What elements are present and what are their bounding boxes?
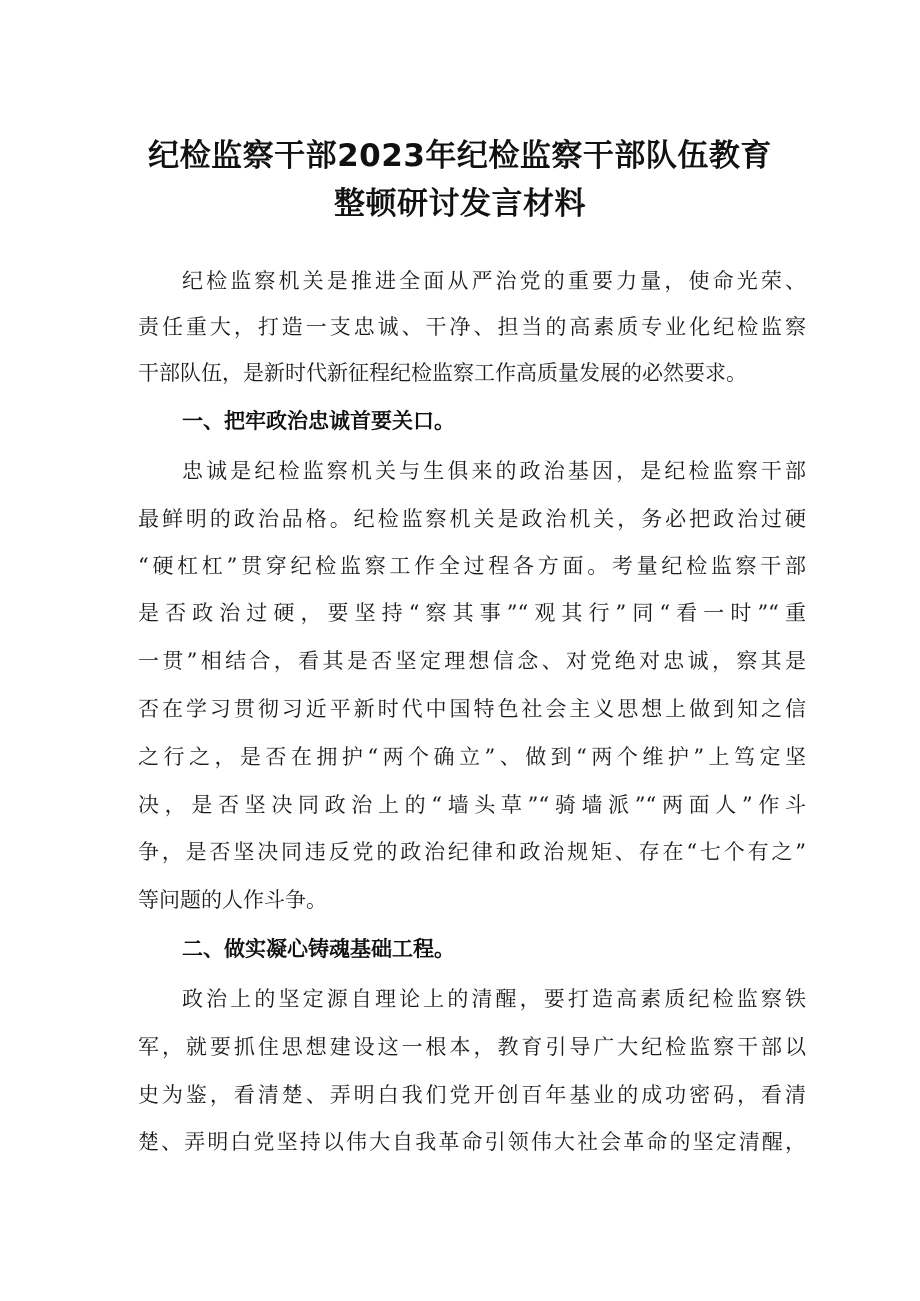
paragraph-line: 是否政治过硬，要坚持“察其事”“观其行”同“看一时”“重 [138,601,806,625]
paragraph-line: 决，是否坚决同政治上的“墙头草”“骑墙派”“两面人”作斗 [138,793,806,817]
paragraph-line: 责任重大，打造一支忠诚、干净、担当的高素质专业化纪检监察 [138,315,806,339]
paragraph-line: 纪检监察机关是推进全面从严治党的重要力量，使命光荣、 [182,269,806,293]
paragraph-line: 否在学习贯彻习近平新时代中国特色社会主义思想上做到知之信 [138,697,806,721]
paragraph-line: 一贯”相结合，看其是否坚定理想信念、对党绝对忠诚，察其是 [138,649,806,673]
document-title-line-1: 纪检监察干部2023年纪检监察干部队伍教育 [148,138,772,174]
paragraph-line: 政治上的坚定源自理论上的清醒，要打造高素质纪检监察铁 [182,987,806,1011]
paragraph-line: 楚、弄明白党坚持以伟大自我革命引领伟大社会革命的坚定清醒， [138,1130,806,1154]
paragraph-line: 之行之，是否在拥护“两个确立”、做到“两个维护”上笃定坚 [138,745,806,769]
paragraph-line: 忠诚是纪检监察机关与生俱来的政治基因，是纪检监察干部 [182,459,806,483]
section-heading: 一、把牢政治忠诚首要关口。 [182,409,455,433]
section-heading: 二、做实凝心铸魂基础工程。 [182,937,455,961]
paragraph-line: 争，是否坚决同违反党的政治纪律和政治规矩、存在“七个有之” [138,840,806,864]
paragraph-line: 史为鉴，看清楚、弄明白我们党开创百年基业的成功密码，看清 [138,1083,806,1107]
paragraph-line: 等问题的人作斗争。 [138,888,327,912]
paragraph-line: 最鲜明的政治品格。纪检监察机关是政治机关，务必把政治过硬 [138,507,806,531]
document-title-line-2: 整顿研讨发言材料 [334,186,586,222]
paragraph-line: “硬杠杠”贯穿纪检监察工作全过程各方面。考量纪检监察干部 [138,554,806,578]
paragraph-line: 军，就要抓住思想建设这一根本，教育引导广大纪检监察干部以 [138,1035,806,1059]
paragraph-line: 干部队伍，是新时代新征程纪检监察工作高质量发展的必然要求。 [138,361,747,385]
